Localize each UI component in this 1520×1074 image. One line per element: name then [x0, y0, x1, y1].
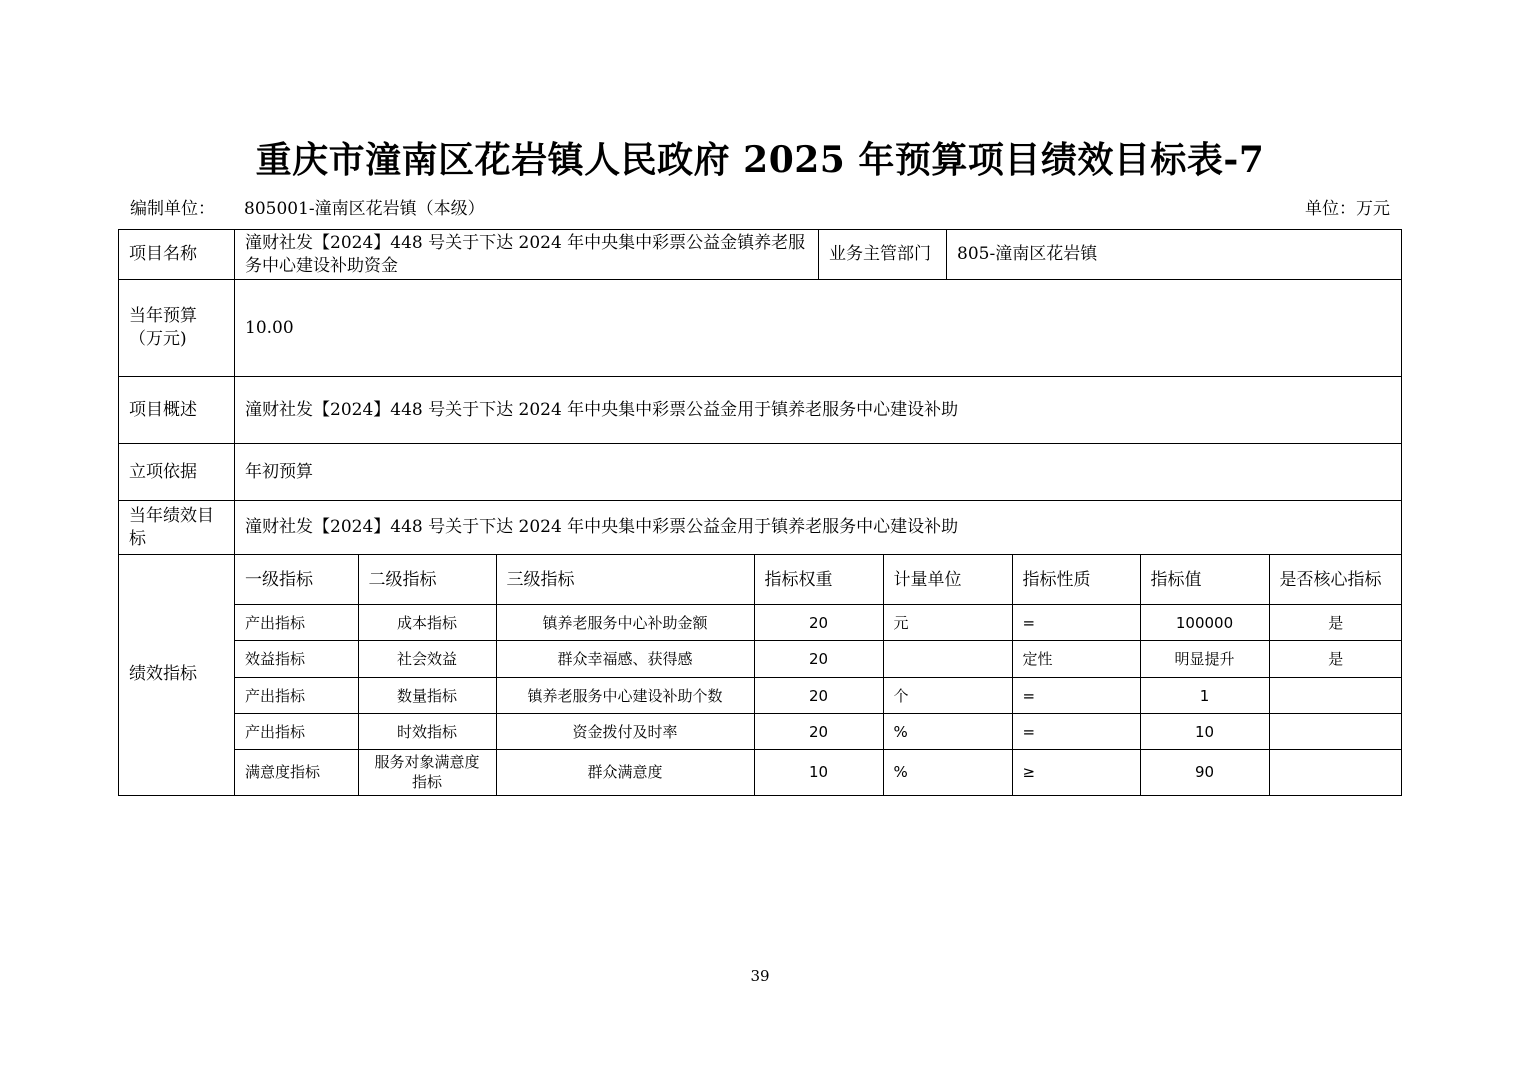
unit-cell: %: [883, 750, 1012, 795]
header-cell: 是否核心指标: [1269, 555, 1402, 605]
basis-label: 立项依据: [119, 444, 235, 501]
weight-cell: 20: [754, 641, 883, 678]
core-cell: 是: [1269, 605, 1402, 641]
table-row: [235, 714, 1402, 750]
basis-value: 年初预算: [235, 444, 1402, 501]
nature-cell: ≥: [1012, 750, 1140, 795]
nature-cell: =: [1012, 678, 1140, 714]
performance-table: [118, 229, 1402, 796]
level2-cell: 数量指标: [358, 678, 496, 714]
compiling-unit-label: 编制单位：: [130, 199, 215, 219]
header-cell: 指标性质: [1012, 555, 1140, 605]
level2-cell: 社会效益: [358, 641, 496, 678]
value-cell: 100000: [1140, 605, 1269, 641]
level1-cell: 产出指标: [235, 605, 358, 641]
currency-unit: 单位：万元: [1305, 199, 1390, 219]
level1-cell: 满意度指标: [235, 750, 358, 795]
level3-cell: 镇养老服务中心补助金额: [496, 605, 754, 641]
indicators-table: [235, 555, 1402, 795]
unit-cell: 个: [883, 678, 1012, 714]
level2-cell: 成本指标: [358, 605, 496, 641]
level1-cell: 产出指标: [235, 714, 358, 750]
header-cell: 三级指标: [496, 555, 754, 605]
level2-cell: 服务对象满意度指标: [358, 750, 496, 795]
level3-cell: 资金拨付及时率: [496, 714, 754, 750]
value-cell: 明显提升: [1140, 641, 1269, 678]
indicators-label: 绩效指标: [119, 555, 235, 796]
level1-cell: 产出指标: [235, 678, 358, 714]
weight-cell: 20: [754, 605, 883, 641]
level3-cell: 群众满意度: [496, 750, 754, 795]
header-cell: 一级指标: [235, 555, 358, 605]
table-row: [235, 641, 1402, 678]
header-cell: 二级指标: [358, 555, 496, 605]
indicators-cell: [235, 555, 1402, 796]
weight-cell: 10: [754, 750, 883, 795]
core-cell: [1269, 678, 1402, 714]
project-name-label: 项目名称: [119, 230, 235, 280]
project-name-value: 潼财社发【2024】448 号关于下达 2024 年中央集中彩票公益金镇养老服务中心建设补助资金: [235, 230, 819, 280]
core-cell: 是: [1269, 641, 1402, 678]
level3-cell: 镇养老服务中心建设补助个数: [496, 678, 754, 714]
dept-value: 805-潼南区花岩镇: [947, 230, 1402, 280]
unit-cell: 元: [883, 605, 1012, 641]
level3-cell: 群众幸福感、获得感: [496, 641, 754, 678]
budget-label: 当年预算（万元): [119, 280, 235, 377]
overview-value: 潼财社发【2024】448 号关于下达 2024 年中央集中彩票公益金用于镇养老服务中心建设补助: [235, 377, 1402, 444]
nature-cell: 定性: [1012, 641, 1140, 678]
table-row: [235, 678, 1402, 714]
header-cell: 指标值: [1140, 555, 1269, 605]
value-cell: 90: [1140, 750, 1269, 795]
overview-label: 项目概述: [119, 377, 235, 444]
level2-cell: 时效指标: [358, 714, 496, 750]
goal-value: 潼财社发【2024】448 号关于下达 2024 年中央集中彩票公益金用于镇养老服务中心建设补助: [235, 501, 1402, 555]
header-cell: 计量单位: [883, 555, 1012, 605]
compiling-unit-value: 805001-潼南区花岩镇（本级）: [244, 199, 485, 219]
level1-cell: 效益指标: [235, 641, 358, 678]
nature-cell: =: [1012, 714, 1140, 750]
header-cell: 指标权重: [754, 555, 883, 605]
page-number: 39: [750, 967, 770, 985]
table-row: [235, 605, 1402, 641]
table-row: [235, 750, 1402, 795]
weight-cell: 20: [754, 678, 883, 714]
dept-label: 业务主管部门: [819, 230, 947, 280]
value-cell: 10: [1140, 714, 1269, 750]
page-title: 重庆市潼南区花岩镇人民政府 2025 年预算项目绩效目标表-7: [255, 139, 1265, 181]
value-cell: 1: [1140, 678, 1269, 714]
weight-cell: 20: [754, 714, 883, 750]
budget-value: 10.00: [235, 280, 1402, 377]
nature-cell: =: [1012, 605, 1140, 641]
core-cell: [1269, 714, 1402, 750]
unit-cell: [883, 641, 1012, 678]
indicators-header-row: [235, 555, 1402, 605]
core-cell: [1269, 750, 1402, 795]
goal-label: 当年绩效目标: [119, 501, 235, 555]
unit-cell: %: [883, 714, 1012, 750]
